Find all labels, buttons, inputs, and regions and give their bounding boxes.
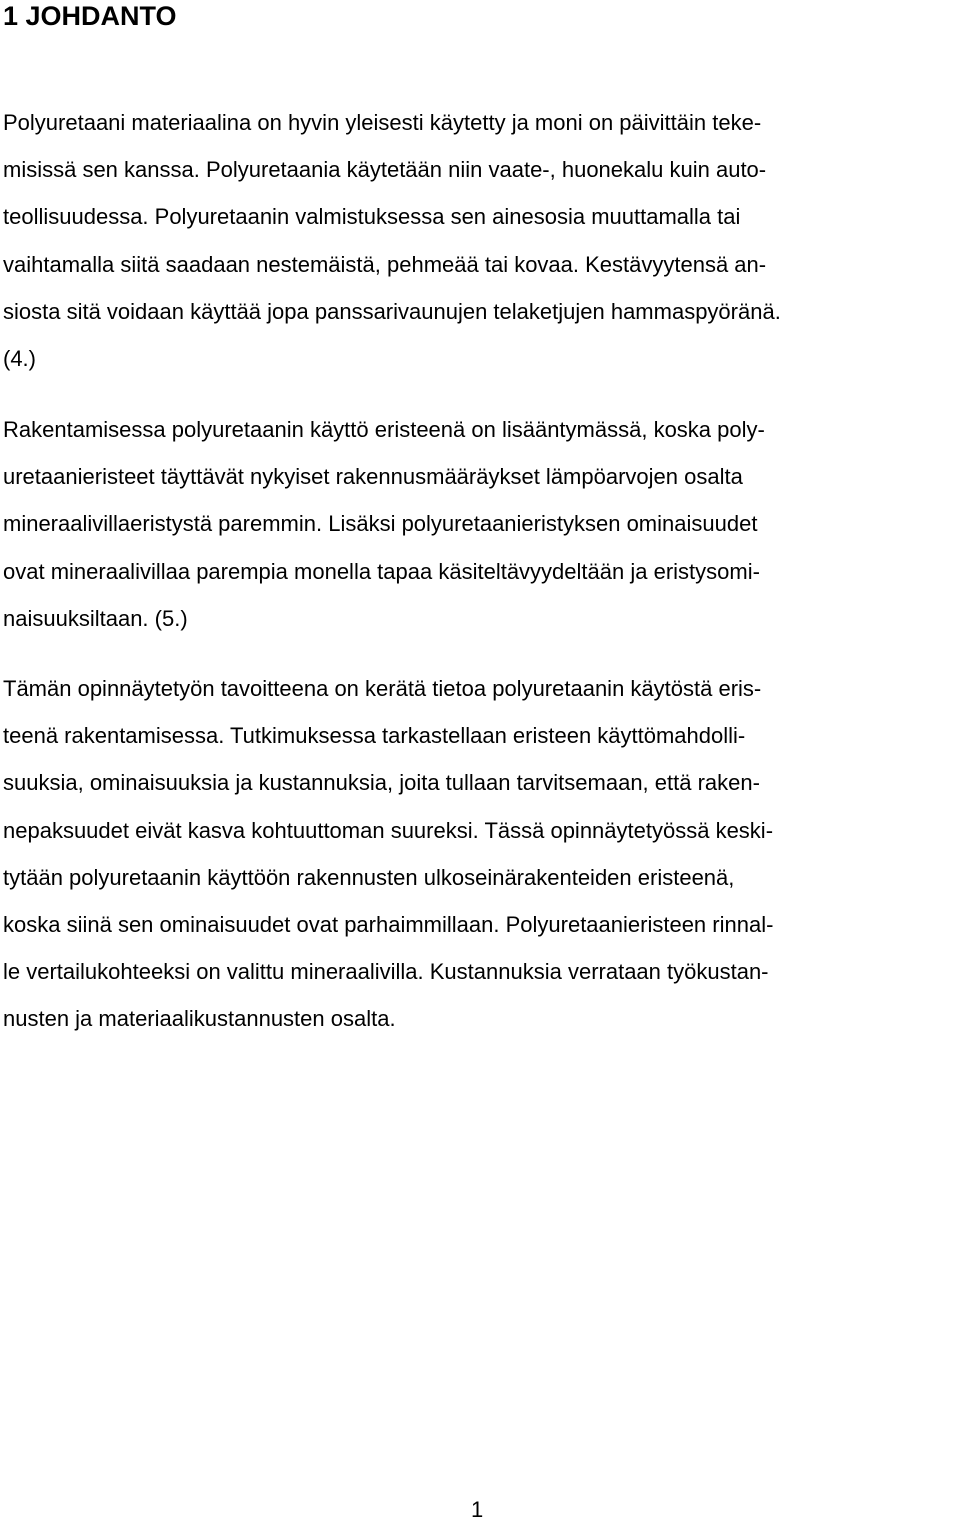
paragraph-line: teenä rakentamisessa. Tutkimuksessa tarkastellaan eristeen käyttömahdolli- (3, 723, 746, 749)
paragraph-line: misissä sen kanssa. Polyuretaania käytetään niin vaate-, huonekalu kuin auto- (3, 157, 767, 183)
chapter-heading: 1 JOHDANTO (3, 1, 177, 31)
paragraph-construction-use (3, 406, 765, 642)
paragraph-line: siosta sitä voidaan käyttää jopa panssarivaunujen telaketjujen hammaspyöränä. (3, 298, 781, 324)
paragraph-line: suuksia, ominaisuuksia ja kustannuksia, joita tullaan tarvitsemaan, että raken- (3, 770, 760, 796)
paragraph-line: nepaksuudet eivät kasva kohtuuttoman suureksi. Tässä opinnäytetyössä keski- (3, 817, 774, 843)
paragraph-introduction (3, 99, 781, 382)
paragraph-line: le vertailukohteeksi on valittu mineraalivilla. Kustannuksia verrataan työkustan- (3, 959, 769, 985)
paragraph-line: vaihtamalla siitä saadaan nestemäistä, pehmeää tai kovaa. Kestävyytensä an- (3, 251, 767, 277)
paragraph-line: uretaanieristeet täyttävät nykyiset rakennusmääräykset lämpöarvojen osalta (3, 464, 743, 490)
page-number: 1 (471, 1497, 484, 1522)
paragraph-line: Polyuretaani materiaalina on hyvin yleisesti käytetty ja moni on päivittäin teke- (3, 110, 762, 135)
paragraph-thesis-objective (3, 665, 773, 1043)
paragraph-line: koska siinä sen ominaisuudet ovat parhaimmillaan. Polyuretaanieristeen rinnal- (3, 912, 774, 938)
paragraph-line: Tämän opinnäytetyön tavoitteena on kerätä tietoa polyuretaanin käytöstä eris- (3, 676, 762, 701)
paragraph-line: Rakentamisessa polyuretaanin käyttö eristeenä on lisääntymässä, koska poly- (3, 417, 765, 442)
paragraph-line: nusten ja materiaalikustannusten osalta. (3, 1006, 396, 1032)
paragraph-line: mineraalivillaeristystä paremmin. Lisäksi polyuretaanieristyksen ominaisuudet (3, 511, 758, 537)
paragraph-line: (4.) (3, 346, 36, 372)
paragraph-line: naisuuksiltaan. (5.) (3, 605, 188, 631)
paragraph-line: tytään polyuretaanin käyttöön rakennusten ulkoseinärakenteiden eristeenä, (3, 864, 735, 890)
paragraph-line: ovat mineraalivillaa parempia monella tapaa käsiteltävyydeltään ja eristysomi- (3, 558, 760, 584)
paragraph-line: teollisuudessa. Polyuretaanin valmistuksessa sen ainesosia muuttamalla tai (3, 204, 741, 230)
